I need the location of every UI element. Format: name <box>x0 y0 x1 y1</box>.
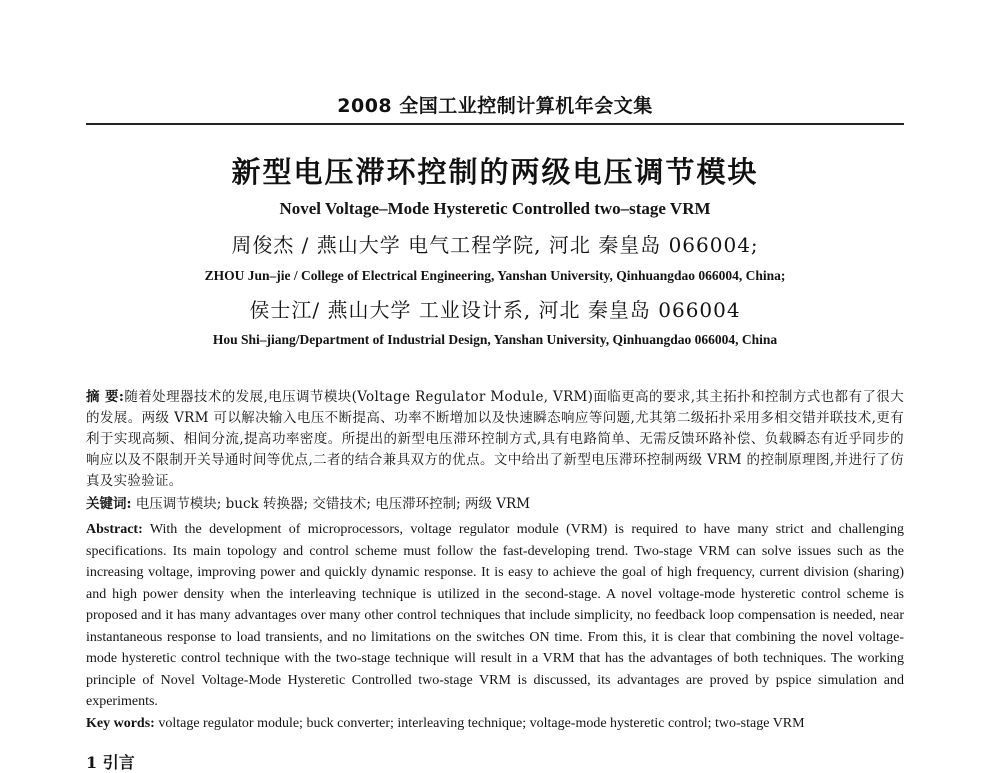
keywords-en-label: Key words: <box>86 716 155 731</box>
section-heading-intro: 1 引言 <box>86 753 135 772</box>
keywords-en-text: voltage regulator module; buck converter; interleaving technique; voltage-mode hysteretic control; two-stage VRM <box>158 716 805 731</box>
author-1-en: ZHOU Jun–jie / College of Electrical Engineering, Yanshan University, Qinhuangdao 066004, China; <box>204 268 786 283</box>
keywords-cn <box>86 494 904 514</box>
author-2-en: Hou Shi–jiang/Department of Industrial Design, Yanshan University, Qinhuangdao 066004, China <box>212 332 778 347</box>
header-rule <box>86 123 904 125</box>
abstract-en-text: With the development of microprocessors, voltage regulator module (VRM) is required to have many strict and challenging specifications. Its main topology and control scheme must follow the fast-developing trend. Two-stage VRM can solve issues such as the increasing voltage, improving power and quickly dynamic response. It is easy to achieve the goal of high frequency, current division (sharing) and high power density when the interleaving technique is utilized in the second-stage. A novel voltage-mode hysteretic control scheme is proposed and it has many advantages over many other control techniques that include simplicity, no feedback loop compensation is needed, near instantaneous response to load transients, and no limitations on the switches ON time. From this, it is clear that combining the novel voltage-mode hysteretic control technique with the two-stage technique will result in a VRM that has the advantages of both techniques. The working principle of Novel Voltage-Mode Hysteretic Controlled two-stage VRM is discussed, its advantages are proved by pspice simulation and experiments. <box>86 522 904 709</box>
paper-title-cn: 新型电压滞环控制的两级电压调节模块 <box>231 155 759 189</box>
abstract-en-label: Abstract: <box>86 522 143 537</box>
keywords-cn-label: 关键词: <box>86 496 132 512</box>
keywords-en <box>86 714 904 734</box>
paper-title-en: Novel Voltage–Mode Hysteretic Controlled two–stage VRM <box>279 199 711 218</box>
keywords-cn-text: 电压调节模块; buck 转换器; 交错技术; 电压滞环控制; 两级 VRM <box>135 496 531 512</box>
author-1-cn: 周俊杰 / 燕山大学 电气工程学院, 河北 秦皇岛 066004; <box>231 233 759 257</box>
abstract-cn-text: 随着处理器技术的发展,电压调节模块(Voltage Regulator Module, VRM)面临更高的要求,其主拓扑和控制方式也都有了很大的发展。两级 VRM 可以解决输入电压不断提高、功率不断增加以及快速瞬态响应等问题,尤其第二级拓扑采用多相交错并联技术,更有利于实现高频、相间分流,提高功率密度。所提出的新型电压滞环控制方式,具有电路简单、无需反馈环路补偿、负载瞬态有近乎同步的响应以及不限制开关导通时间等优点,二者的结合兼具双方的优点。文中给出了新型电压滞环控制两级 VRM 的控制原理图,并进行了仿真及实验验证。 <box>86 389 904 489</box>
running-header: 2008 全国工业控制计算机年会文集 <box>337 95 653 117</box>
abstract-cn <box>86 387 904 492</box>
abstract-cn-label: 摘 要: <box>86 389 125 405</box>
author-2-cn: 侯士江/ 燕山大学 工业设计系, 河北 秦皇岛 066004 <box>249 298 741 322</box>
abstract-en <box>86 519 904 713</box>
